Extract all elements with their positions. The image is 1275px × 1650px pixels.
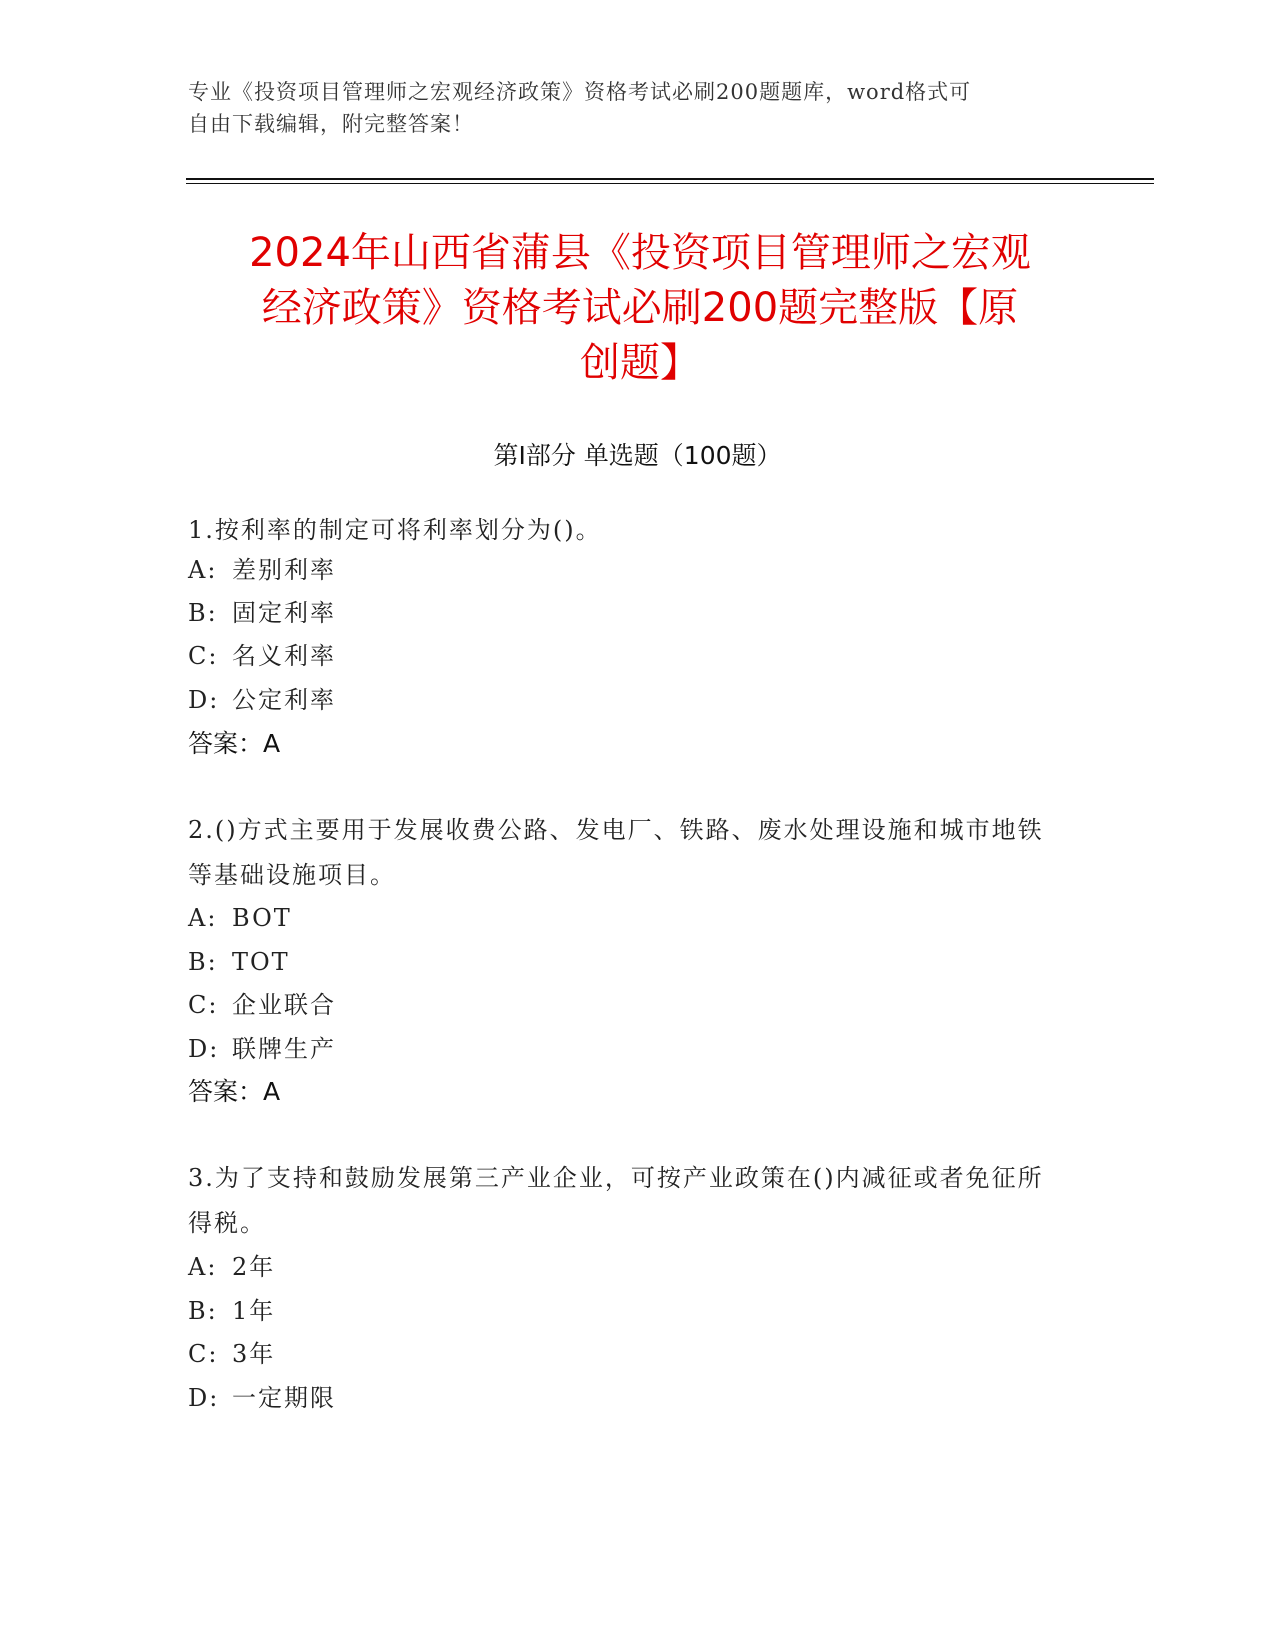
option-text: 企业联合 xyxy=(232,991,336,1019)
option-label: D: xyxy=(188,1035,220,1063)
question-2-option-d xyxy=(188,1033,336,1065)
option-text: 一定期限 xyxy=(232,1384,336,1412)
title-line-3: 创题】 xyxy=(580,340,700,386)
option-text: 3年 xyxy=(232,1340,276,1368)
option-text: TOT xyxy=(232,948,290,976)
option-text: 差别利率 xyxy=(232,556,336,584)
question-1-option-d xyxy=(188,684,336,716)
option-label: A: xyxy=(188,904,218,932)
option-label: B: xyxy=(188,599,218,627)
question-1-text: 1.按利率的制定可将利率划分为()。 xyxy=(188,516,602,544)
title-line-1: 2024年山西省蒲县《投资项目管理师之宏观 xyxy=(249,230,1031,276)
document-title xyxy=(180,226,1100,391)
question-1-option-b xyxy=(188,597,336,629)
option-text: 1年 xyxy=(232,1297,276,1325)
option-label: D: xyxy=(188,686,220,714)
question-1-option-a xyxy=(188,554,336,586)
option-text: 联牌生产 xyxy=(232,1035,336,1063)
question-3-text: 3.为了支持和鼓励发展第三产业企业，可按产业政策在()内减征或者免征所得税。 xyxy=(188,1164,1044,1237)
option-label: C: xyxy=(188,642,219,670)
document-header xyxy=(188,76,1048,140)
question-1-answer: 答案：A xyxy=(188,729,281,758)
title-line-2: 经济政策》资格考试必刷200题完整版【原 xyxy=(261,285,1019,331)
question-2-text: 2.()方式主要用于发展收费公路、发电厂、铁路、废水处理设施和城市地铁等基础设施项目。 xyxy=(188,816,1044,889)
option-label: B: xyxy=(188,1297,218,1325)
question-1-option-c xyxy=(188,640,336,672)
header-divider-thin xyxy=(186,183,1154,184)
header-line-2: 自由下载编辑，附完整答案！ xyxy=(188,112,474,136)
option-text: 名义利率 xyxy=(232,642,336,670)
option-text: 公定利率 xyxy=(232,686,336,714)
option-label: B: xyxy=(188,948,218,976)
question-2-option-c xyxy=(188,989,336,1021)
question-2-answer: 答案：A xyxy=(188,1077,281,1106)
question-3-option-d xyxy=(188,1382,336,1414)
question-3-option-a xyxy=(188,1251,275,1283)
question-3-option-b xyxy=(188,1295,275,1327)
section-heading: 第Ⅰ部分 单选题（100题） xyxy=(493,441,782,470)
option-text: 固定利率 xyxy=(232,599,336,627)
question-2-option-b xyxy=(188,946,290,978)
question-3-option-c xyxy=(188,1338,275,1370)
header-line-1: 专业《投资项目管理师之宏观经济政策》资格考试必刷200题题库，word格式可 xyxy=(188,80,972,104)
option-label: A: xyxy=(188,1253,218,1281)
option-label: C: xyxy=(188,991,219,1019)
option-text: 2年 xyxy=(232,1253,276,1281)
header-divider-thick xyxy=(186,178,1154,180)
question-2-option-a xyxy=(188,902,292,934)
option-text: BOT xyxy=(232,904,292,932)
option-label: C: xyxy=(188,1340,219,1368)
option-label: D: xyxy=(188,1384,220,1412)
option-label: A: xyxy=(188,556,218,584)
